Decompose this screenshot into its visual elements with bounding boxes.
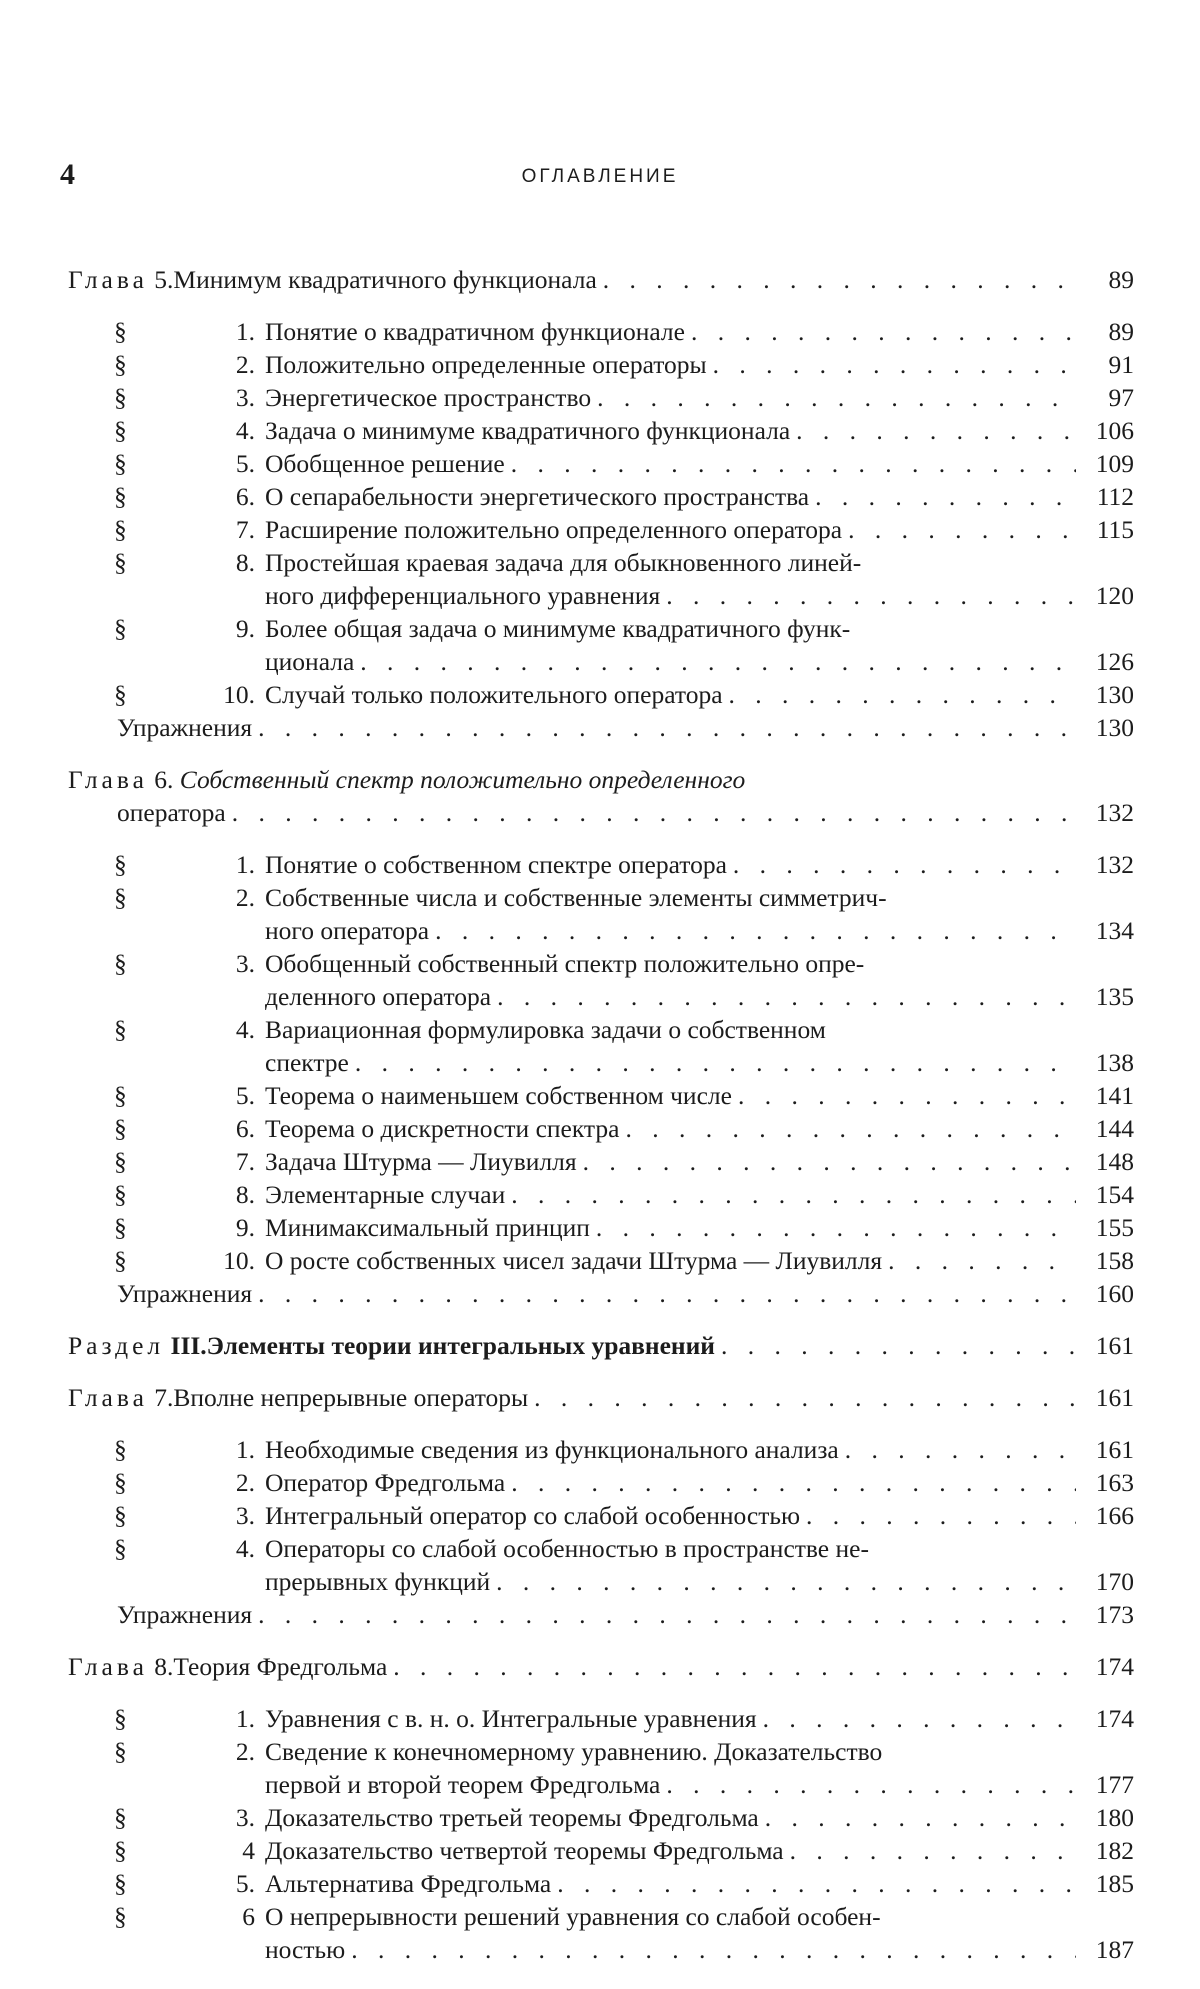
section-sign: §	[114, 350, 127, 379]
section-number: 2.	[235, 883, 255, 912]
chapter-number: 8.	[154, 1652, 174, 1681]
section-number: 8.	[235, 548, 255, 577]
part-label	[68, 1329, 207, 1362]
chapter-number: 5.	[154, 265, 174, 294]
part-title: Элементы теории интегральных уравнений	[206, 1331, 716, 1360]
page-number-ref: 115	[1096, 515, 1134, 544]
dot-leader	[729, 678, 1076, 711]
section-title-cont: ного дифференциального уравнения	[265, 581, 661, 610]
dot-leader	[355, 1046, 1076, 1079]
page-number-ref: 160	[1095, 1279, 1134, 1308]
section-title: О сепарабельности энергетического пространства	[265, 482, 810, 511]
section-entry[interactable]	[68, 414, 1134, 447]
chapter-title: Вполне непрерывные операторы	[173, 1383, 529, 1412]
section-number: 3.	[235, 1803, 255, 1832]
section-number: 7.	[235, 1147, 255, 1176]
section-title: Обобщенное решение	[265, 449, 505, 478]
section-entry[interactable]	[68, 1079, 1134, 1112]
dot-leader	[360, 645, 1076, 678]
section-entry[interactable]	[68, 348, 1134, 381]
dot-leader	[765, 1801, 1076, 1834]
dot-leader	[738, 1079, 1076, 1112]
dot-leader	[790, 1834, 1076, 1867]
page-number-ref: 163	[1095, 1468, 1134, 1497]
section-title: Понятие о собственном спектре оператора	[265, 850, 727, 879]
section-entry[interactable]	[68, 513, 1134, 546]
section-number: 5.	[235, 1869, 255, 1898]
section-sign: §	[114, 1015, 127, 1044]
section-entry[interactable]	[68, 1466, 1134, 1499]
section-title: Расширение положительно определенного оператора	[265, 515, 843, 544]
page-number-ref: 166	[1095, 1501, 1134, 1530]
section-number: 3.	[235, 383, 255, 412]
section-title: Необходимые сведения из функционального анализа	[265, 1435, 839, 1464]
section-number: 9.	[235, 1213, 255, 1242]
section-entry[interactable]	[68, 1145, 1134, 1178]
dot-leader	[625, 1112, 1076, 1145]
section-sign: §	[114, 1902, 127, 1931]
dot-leader	[691, 315, 1076, 348]
section-entry[interactable]	[68, 848, 1134, 881]
dot-leader	[888, 1244, 1076, 1277]
section-title: Понятие о квадратичном функционале	[265, 317, 685, 346]
page-number-ref: 161	[1095, 1435, 1134, 1464]
table-of-contents	[68, 244, 1134, 1966]
part-word: Раздел	[68, 1331, 165, 1360]
section-title: Операторы со слабой особенностью в пространстве не-	[265, 1534, 869, 1563]
section-title-cont: прерывных функций	[265, 1567, 491, 1596]
section-title: Доказательство третьей теоремы Фредгольма	[265, 1803, 759, 1832]
chapter-title-cont: оператора	[117, 798, 226, 827]
dot-leader	[796, 414, 1076, 447]
page-number-ref: 132	[1095, 850, 1134, 879]
part-heading[interactable]	[68, 1329, 1134, 1362]
section-sign: §	[114, 1737, 127, 1766]
section-title-cont: деленного оператора	[265, 982, 492, 1011]
page-number-ref: 154	[1095, 1180, 1134, 1209]
dot-leader	[848, 513, 1076, 546]
chapter-label	[68, 263, 173, 296]
section-sign: §	[114, 680, 127, 709]
section-sign: §	[114, 515, 127, 544]
section-sign: §	[114, 449, 127, 478]
dot-leader	[806, 1499, 1076, 1532]
dot-leader	[511, 447, 1076, 480]
section-entry[interactable]	[68, 1834, 1134, 1867]
dot-leader	[534, 1381, 1076, 1414]
dot-leader	[232, 796, 1076, 829]
section-sign: §	[114, 383, 127, 412]
dot-leader	[583, 1145, 1076, 1178]
chapter-word: Глава	[68, 265, 148, 294]
page-header	[60, 158, 1140, 198]
dot-leader	[733, 848, 1076, 881]
section-sign: §	[114, 1704, 127, 1733]
page-number-ref: 158	[1095, 1246, 1134, 1275]
section-entry[interactable]	[68, 447, 1134, 480]
section-entry[interactable]	[68, 612, 1134, 678]
page-number-ref: 106	[1095, 416, 1134, 445]
exercises-title: Упражнения	[117, 1279, 253, 1308]
section-title: Оператор Фредгольма	[265, 1468, 506, 1497]
section-entry[interactable]	[68, 1433, 1134, 1466]
page-number-ref: 148	[1095, 1147, 1134, 1176]
page-number-ref: 109	[1095, 449, 1134, 478]
dot-leader	[511, 1466, 1076, 1499]
section-title: Теорема о дискретности спектра	[265, 1114, 620, 1143]
dot-leader	[603, 263, 1076, 296]
section-entry[interactable]	[68, 1013, 1134, 1079]
dot-leader	[597, 381, 1076, 414]
section-sign: §	[114, 1501, 127, 1530]
section-sign: §	[114, 1534, 127, 1563]
dot-leader	[557, 1867, 1076, 1900]
section-title: Теорема о наименьшем собственном числе	[265, 1081, 732, 1110]
section-title-cont: ного оператора	[265, 916, 430, 945]
section-number: 7.	[235, 515, 255, 544]
exercises-entry[interactable]	[68, 1277, 1134, 1310]
section-title: Минимаксимальный принцип	[265, 1213, 590, 1242]
section-entry[interactable]	[68, 1867, 1134, 1900]
section-number: 6.	[235, 482, 255, 511]
section-title: О непрерывности решений уравнения со слабой особен-	[265, 1902, 881, 1931]
section-number: 1.	[235, 1435, 255, 1464]
section-title: Собственные числа и собственные элементы симметрич-	[265, 883, 887, 912]
section-entry[interactable]	[68, 1211, 1134, 1244]
section-number: 2.	[235, 350, 255, 379]
exercises-title: Упражнения	[117, 1600, 253, 1629]
section-sign: §	[114, 1114, 127, 1143]
section-sign: §	[114, 1213, 127, 1242]
section-title: Сведение к конечномерному уравнению. Доказательство	[265, 1737, 883, 1766]
page-number-ref: 91	[1108, 350, 1134, 379]
page-number-ref: 173	[1095, 1600, 1134, 1629]
section-sign: §	[114, 1468, 127, 1497]
dot-leader	[815, 480, 1076, 513]
dot-leader	[666, 579, 1076, 612]
page-number-ref: 132	[1095, 798, 1134, 827]
page-number-ref: 141	[1095, 1081, 1134, 1110]
section-entry[interactable]	[68, 381, 1134, 414]
dot-leader	[496, 1565, 1076, 1598]
section-entry[interactable]	[68, 1702, 1134, 1735]
section-number: 4	[242, 1836, 255, 1865]
section-title: О росте собственных чисел задачи Штурма — Лиувилля	[265, 1246, 883, 1275]
section-title: Интегральный оператор со слабой особенностью	[265, 1501, 801, 1530]
section-title: Уравнения с в. н. о. Интегральные уравнения	[265, 1704, 757, 1733]
section-title: Случай только положительного оператора	[265, 680, 723, 709]
page-number-ref: 144	[1095, 1114, 1134, 1143]
page-number-ref: 130	[1095, 680, 1134, 709]
section-number: 10.	[223, 1246, 255, 1275]
section-title: Положительно определенные операторы	[265, 350, 707, 379]
section-sign: §	[114, 548, 127, 577]
section-title-cont: первой и второй теорем Фредгольма	[265, 1770, 661, 1799]
section-sign: §	[114, 1147, 127, 1176]
page-number-ref: 180	[1095, 1803, 1134, 1832]
chapter-heading[interactable]	[68, 763, 1134, 829]
section-number: 3.	[235, 1501, 255, 1530]
page-number-ref: 161	[1095, 1331, 1134, 1360]
section-number: 1.	[235, 1704, 255, 1733]
page-number-ref: 112	[1096, 482, 1134, 511]
chapter-label	[68, 1650, 173, 1683]
section-entry[interactable]	[68, 1801, 1134, 1834]
section-entry[interactable]	[68, 678, 1134, 711]
page-number-ref: 155	[1095, 1213, 1134, 1242]
section-sign: §	[114, 1081, 127, 1110]
section-sign: §	[114, 482, 127, 511]
page-number-ref: 134	[1095, 916, 1134, 945]
section-title: Задача Штурма — Лиувилля	[265, 1147, 577, 1176]
chapter-label	[68, 765, 180, 794]
page-number-ref: 187	[1095, 1935, 1134, 1964]
section-sign: §	[114, 1435, 127, 1464]
section-entry[interactable]	[68, 1499, 1134, 1532]
page-number-ref: 89	[1108, 265, 1134, 294]
page-number-ref: 161	[1095, 1383, 1134, 1412]
section-sign: §	[114, 614, 127, 643]
section-entry[interactable]	[68, 881, 1134, 947]
section-title-cont: ционала	[265, 647, 355, 676]
chapter-label	[68, 1381, 173, 1414]
page-number-ref: 138	[1095, 1048, 1134, 1077]
exercises-entry[interactable]	[68, 711, 1134, 744]
section-title: Альтернатива Фредгольма	[265, 1869, 552, 1898]
section-title-cont: спектре	[265, 1048, 349, 1077]
dot-leader	[713, 348, 1076, 381]
dot-leader	[258, 1277, 1076, 1310]
exercises-title: Упражнения	[117, 713, 253, 742]
section-number: 6	[242, 1902, 255, 1931]
section-entry[interactable]	[68, 315, 1134, 348]
section-entry[interactable]	[68, 1532, 1134, 1598]
section-entry[interactable]	[68, 480, 1134, 513]
exercises-entry[interactable]	[68, 1598, 1134, 1631]
part-number: III.	[170, 1331, 207, 1360]
page-number-ref: 135	[1095, 982, 1134, 1011]
page-number-ref: 182	[1095, 1836, 1134, 1865]
section-title: Простейшая краевая задача для обыкновенного линей-	[265, 548, 862, 577]
chapter-number: 7.	[154, 1383, 174, 1412]
chapter-heading[interactable]	[68, 263, 1134, 296]
section-entry[interactable]	[68, 1112, 1134, 1145]
section-number: 2.	[235, 1737, 255, 1766]
dot-leader	[435, 914, 1076, 947]
section-number: 4.	[235, 1534, 255, 1563]
section-entry[interactable]	[68, 546, 1134, 612]
section-entry[interactable]	[68, 1178, 1134, 1211]
section-sign: §	[114, 1180, 127, 1209]
page-number-ref: 89	[1108, 317, 1134, 346]
section-number: 1.	[235, 317, 255, 346]
page-number-ref: 120	[1095, 581, 1134, 610]
section-number: 6.	[235, 1114, 255, 1143]
section-number: 10.	[223, 680, 255, 709]
dot-leader	[721, 1329, 1076, 1362]
section-title: Энергетическое пространство	[265, 383, 592, 412]
section-sign: §	[114, 1246, 127, 1275]
section-number: 5.	[235, 449, 255, 478]
section-entry[interactable]	[68, 1900, 1134, 1966]
section-sign: §	[114, 1869, 127, 1898]
page-number-ref: 97	[1108, 383, 1134, 412]
running-head: ОГЛАВЛЕНИЕ	[521, 166, 679, 187]
dot-leader	[393, 1650, 1076, 1683]
chapter-number: 6.	[154, 765, 174, 794]
page-number-ref: 185	[1095, 1869, 1134, 1898]
page-number: 4	[60, 158, 75, 191]
section-title: Доказательство четвертой теоремы Фредгольма	[265, 1836, 784, 1865]
dot-leader	[258, 1598, 1076, 1631]
section-sign: §	[114, 317, 127, 346]
section-sign: §	[114, 883, 127, 912]
chapter-heading[interactable]	[68, 1381, 1134, 1414]
section-number: 3.	[235, 949, 255, 978]
dot-leader	[258, 711, 1076, 744]
dot-leader	[845, 1433, 1076, 1466]
section-number: 5.	[235, 1081, 255, 1110]
section-entry[interactable]	[68, 1244, 1134, 1277]
section-number: 4.	[235, 1015, 255, 1044]
chapter-word: Глава	[68, 765, 148, 794]
chapter-heading[interactable]	[68, 1650, 1134, 1683]
dot-leader	[763, 1702, 1076, 1735]
chapter-title: Теория Фредгольма	[173, 1652, 388, 1681]
section-entry[interactable]	[68, 947, 1134, 1013]
section-sign: §	[114, 1836, 127, 1865]
chapter-title: Собственный спектр положительно определенного	[179, 765, 746, 794]
page-number-ref: 177	[1095, 1770, 1134, 1799]
dot-leader	[511, 1178, 1076, 1211]
section-sign: §	[114, 1803, 127, 1832]
dot-leader	[351, 1933, 1076, 1966]
page-number-ref: 126	[1095, 647, 1134, 676]
page-number-ref: 170	[1095, 1567, 1134, 1596]
page-number-ref: 174	[1095, 1704, 1134, 1733]
dot-leader	[596, 1211, 1076, 1244]
section-number: 9.	[235, 614, 255, 643]
section-entry[interactable]	[68, 1735, 1134, 1801]
section-sign: §	[114, 850, 127, 879]
chapter-word: Глава	[68, 1383, 148, 1412]
section-title: Задача о минимуме квадратичного функционала	[265, 416, 791, 445]
section-title-cont: ностью	[265, 1935, 346, 1964]
section-number: 2.	[235, 1468, 255, 1497]
section-number: 8.	[235, 1180, 255, 1209]
section-title: Элементарные случаи	[265, 1180, 506, 1209]
chapter-title: Минимум квадратичного функционала	[173, 265, 597, 294]
section-sign: §	[114, 416, 127, 445]
chapter-word: Глава	[68, 1652, 148, 1681]
section-title: Вариационная формулировка задачи о собственном	[265, 1015, 826, 1044]
section-number: 1.	[235, 850, 255, 879]
section-number: 4.	[235, 416, 255, 445]
page-number-ref: 130	[1095, 713, 1134, 742]
section-sign: §	[114, 949, 127, 978]
dot-leader	[666, 1768, 1076, 1801]
dot-leader	[497, 980, 1076, 1013]
section-title: Обобщенный собственный спектр положительно опре-	[265, 949, 865, 978]
page-number-ref: 174	[1095, 1652, 1134, 1681]
section-title: Более общая задача о минимуме квадратичного функ-	[265, 614, 851, 643]
